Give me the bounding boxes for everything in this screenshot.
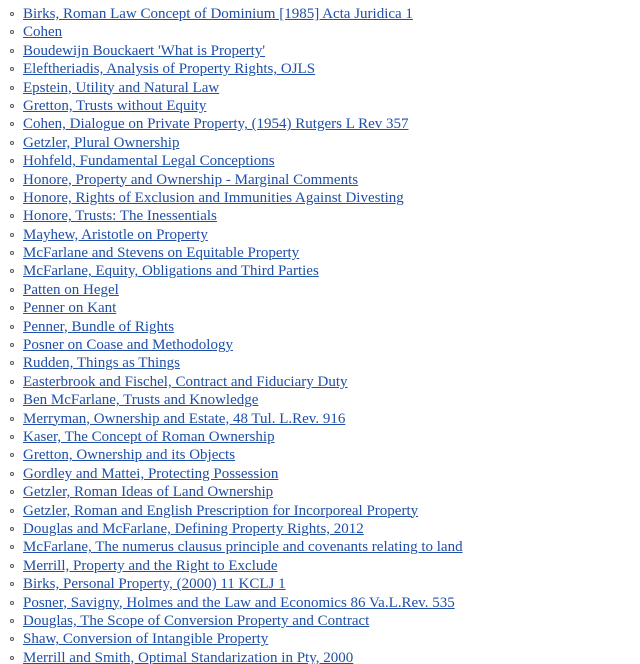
circle-bullet-icon (10, 601, 14, 605)
reading-link[interactable]: Penner, Bundle of Rights (23, 318, 175, 335)
reading-link[interactable]: Ben McFarlane, Trusts and Knowledge (23, 392, 259, 409)
circle-bullet-icon (10, 122, 14, 126)
circle-bullet-icon (10, 196, 14, 200)
list-item (0, 483, 640, 501)
list-item (0, 336, 640, 354)
circle-bullet-icon (10, 104, 14, 108)
circle-bullet-icon (10, 325, 14, 329)
list-item (0, 410, 640, 428)
circle-bullet-icon (10, 233, 14, 237)
list-item (0, 446, 640, 464)
reading-link[interactable]: Posner on Coase and Methodology (23, 337, 233, 354)
list-item (0, 594, 640, 612)
circle-bullet-icon (10, 251, 14, 255)
reading-link[interactable]: Getzler, Roman Ideas of Land Ownership (23, 484, 274, 501)
reading-link[interactable]: McFarlane and Stevens on Equitable Property (23, 245, 300, 262)
circle-bullet-icon (10, 86, 14, 90)
list-item (0, 281, 640, 299)
circle-bullet-icon (10, 306, 14, 310)
list-item (0, 538, 640, 556)
list-item (0, 207, 640, 225)
reading-link[interactable]: Rudden, Things as Things (23, 355, 180, 372)
circle-bullet-icon (10, 417, 14, 421)
list-item (0, 60, 640, 78)
circle-bullet-icon (10, 67, 14, 71)
reading-link[interactable]: Shaw, Conversion of Intangible Property (23, 631, 269, 648)
list-item (0, 262, 640, 280)
circle-bullet-icon (10, 582, 14, 586)
reading-link[interactable]: Merrill, Property and the Right to Exclude (23, 557, 278, 574)
reading-link[interactable]: McFarlane, Equity, Obligations and Third Parties (23, 263, 319, 280)
reading-link[interactable]: Merryman, Ownership and Estate, 48 Tul. L.Rev. 916 (23, 410, 346, 427)
circle-bullet-icon (10, 637, 14, 641)
list-item (0, 97, 640, 115)
list-item (0, 244, 640, 262)
reading-link[interactable]: Easterbrook and Fischel, Contract and Fiduciary Duty (23, 373, 348, 390)
reading-link[interactable]: Patten on Hegel (23, 281, 119, 298)
circle-bullet-icon (10, 12, 14, 16)
list-item (0, 649, 640, 664)
circle-bullet-icon (10, 214, 14, 218)
reading-link[interactable]: Honore, Rights of Exclusion and Immunities Against Divesting (23, 189, 404, 206)
reading-link[interactable]: Epstein, Utility and Natural Law (23, 79, 220, 96)
circle-bullet-icon (10, 509, 14, 513)
list-item (0, 5, 640, 23)
list-item (0, 23, 640, 41)
circle-bullet-icon (10, 141, 14, 145)
reading-link[interactable]: Cohen (23, 24, 63, 41)
circle-bullet-icon (10, 453, 14, 457)
circle-bullet-icon (10, 656, 14, 660)
list-item (0, 575, 640, 593)
reading-link[interactable]: Douglas, The Scope of Conversion Property and Contract (23, 612, 370, 629)
list-item (0, 373, 640, 391)
circle-bullet-icon (10, 527, 14, 531)
list-item (0, 465, 640, 483)
list-item (0, 502, 640, 520)
reading-link[interactable]: Birks, Roman Law Concept of Dominium [1985] Acta Juridica 1 (23, 6, 413, 22)
circle-bullet-icon (10, 159, 14, 163)
list-item (0, 557, 640, 575)
circle-bullet-icon (10, 361, 14, 365)
circle-bullet-icon (10, 49, 14, 53)
reading-link[interactable]: Gretton, Ownership and its Objects (23, 447, 236, 464)
circle-bullet-icon (10, 380, 14, 384)
circle-bullet-icon (10, 30, 14, 34)
circle-bullet-icon (10, 545, 14, 549)
list-item (0, 612, 640, 630)
list-item (0, 428, 640, 446)
list-item (0, 354, 640, 372)
reading-link[interactable]: Honore, Trusts: The Inessentials (23, 208, 217, 225)
list-item (0, 152, 640, 170)
reading-link[interactable]: Mayhew, Aristotle on Property (23, 226, 208, 243)
circle-bullet-icon (10, 343, 14, 347)
reading-link[interactable]: Birks, Personal Property, (2000) 11 KCLJ 1 (23, 576, 286, 593)
circle-bullet-icon (10, 619, 14, 623)
reading-link[interactable]: Douglas and McFarlane, Defining Property Rights, 2012 (23, 520, 364, 537)
list-item (0, 171, 640, 189)
list-item (0, 630, 640, 648)
reading-link[interactable]: Gretton, Trusts without Equity (23, 97, 207, 114)
reading-link[interactable]: Penner on Kant (23, 300, 117, 317)
reading-link[interactable]: Honore, Property and Ownership - Marginal Comments (23, 171, 359, 188)
list-item (0, 391, 640, 409)
list-item (0, 115, 640, 133)
list-item (0, 226, 640, 244)
circle-bullet-icon (10, 398, 14, 402)
circle-bullet-icon (10, 288, 14, 292)
list-item (0, 42, 640, 60)
reading-link[interactable]: Getzler, Plural Ownership (23, 134, 180, 151)
circle-bullet-icon (10, 435, 14, 439)
reading-link[interactable]: Merrill and Smith, Optimal Standarization in Pty, 2000 (23, 649, 354, 664)
circle-bullet-icon (10, 490, 14, 494)
circle-bullet-icon (10, 269, 14, 273)
reading-link[interactable]: Eleftheriadis, Analysis of Property Rights, OJLS (23, 61, 316, 78)
reading-link[interactable]: Hohfeld, Fundamental Legal Conceptions (23, 153, 275, 170)
list-item (0, 79, 640, 97)
list-item (0, 134, 640, 152)
list-item (0, 318, 640, 336)
reading-link[interactable]: Getzler, Roman and English Prescription for Incorporeal Property (23, 502, 419, 519)
circle-bullet-icon (10, 178, 14, 182)
reading-link[interactable]: Kaser, The Concept of Roman Ownership (23, 428, 275, 445)
reading-link[interactable]: Boudewijn Bouckaert 'What is Property' (23, 42, 266, 59)
list-item (0, 520, 640, 538)
reading-link[interactable]: Cohen, Dialogue on Private Property, (1954) Rutgers L Rev 357 (23, 116, 409, 133)
reading-link[interactable]: Gordley and Mattei, Protecting Possession (23, 465, 279, 482)
reading-link[interactable]: McFarlane, The numerus clausus principle and covenants relating to land (23, 539, 463, 556)
list-item (0, 299, 640, 317)
circle-bullet-icon (10, 564, 14, 568)
reading-link[interactable]: Posner, Savigny, Holmes and the Law and Economics 86 Va.L.Rev. 535 (23, 594, 455, 611)
list-item (0, 189, 640, 207)
circle-bullet-icon (10, 472, 14, 476)
